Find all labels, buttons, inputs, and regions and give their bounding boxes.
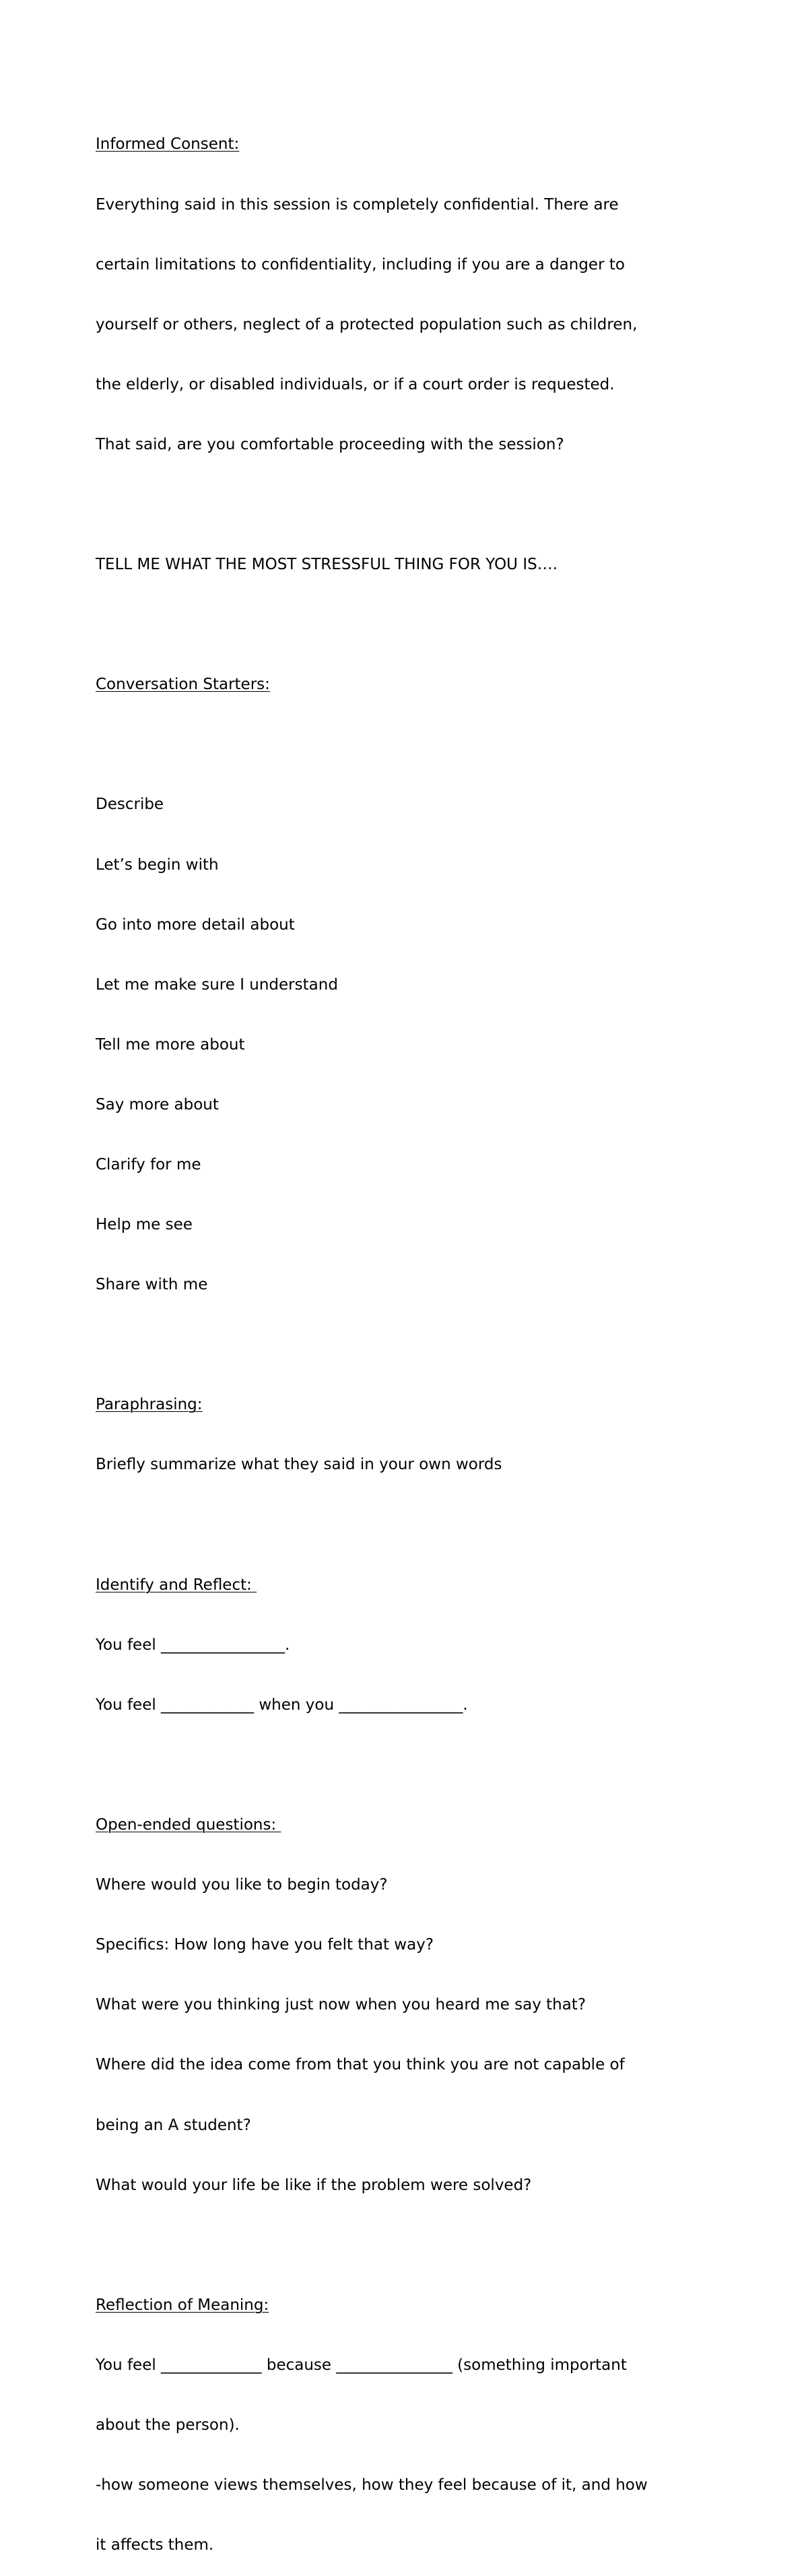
paraphrasing-heading: Paraphrasing: xyxy=(96,1396,203,1414)
starter-item: Tell me more about xyxy=(96,1035,245,1054)
spacer xyxy=(96,1335,722,1355)
stress-prompt: TELL ME WHAT THE MOST STRESSFUL THING FOR YOU IS…. xyxy=(96,556,558,574)
open-ended-line: Where would you like to begin today? xyxy=(96,1876,388,1894)
open-ended-line: being an A student? xyxy=(96,2116,251,2134)
informed-consent-heading: Informed Consent: xyxy=(96,135,240,154)
identify-reflect-line: You feel ____________ when you ________________. xyxy=(96,1696,468,1714)
starter-item: Let’s begin with xyxy=(96,856,219,874)
reflection-meaning-heading: Reflection of Meaning: xyxy=(96,2296,269,2314)
starter-item: Go into more detail about xyxy=(96,915,295,934)
conversation-starters-heading: Conversation Starters: xyxy=(96,676,270,694)
document-body xyxy=(96,95,722,2576)
informed-consent-line: certain limitations to confidentiality, including if you are a danger to xyxy=(96,255,625,273)
identify-reflect-heading: Identify and Reflect: xyxy=(96,1576,257,1594)
starter-item: Clarify for me xyxy=(96,1156,201,1173)
paraphrasing-text: Briefly summarize what they said in your own words xyxy=(96,1456,502,1474)
identify-reflect-line: You feel ________________. xyxy=(96,1636,290,1654)
informed-consent-line: the elderly, or disabled individuals, or if a court order is requested. xyxy=(96,375,615,393)
spacer xyxy=(96,495,722,515)
open-ended-heading: Open-ended questions: xyxy=(96,1816,281,1834)
open-ended-line: What would your life be like if the problem were solved? xyxy=(96,2176,532,2194)
spacer xyxy=(96,735,722,755)
reflection-meaning-line: about the person). xyxy=(96,2416,240,2434)
informed-consent-line: Everything said in this session is completely confidential. There are xyxy=(96,195,619,214)
informed-consent-line: That said, are you comfortable proceeding with the session? xyxy=(96,435,564,453)
starter-item: Describe xyxy=(96,796,164,814)
reflection-meaning-line: -how someone views themselves, how they feel because of it, and how xyxy=(96,2476,648,2494)
spacer xyxy=(96,2236,722,2256)
open-ended-line: Specifics: How long have you felt that way? xyxy=(96,1936,434,1954)
spacer xyxy=(96,615,722,635)
spacer xyxy=(96,1756,722,1776)
informed-consent-line: yourself or others, neglect of a protected population such as children, xyxy=(96,315,638,333)
open-ended-line: Where did the idea come from that you think you are not capable of xyxy=(96,2056,625,2074)
reflection-meaning-line: it affects them. xyxy=(96,2536,214,2554)
starter-item: Help me see xyxy=(96,1216,193,1234)
starter-item: Say more about xyxy=(96,1095,219,1114)
open-ended-line: What were you thinking just now when you heard me say that? xyxy=(96,1996,586,2014)
spacer xyxy=(96,1516,722,1536)
reflection-meaning-line: You feel _____________ because _______________ (something important xyxy=(96,2356,627,2374)
starter-item: Let me make sure I understand xyxy=(96,975,338,994)
starter-item: Share with me xyxy=(96,1276,208,1294)
